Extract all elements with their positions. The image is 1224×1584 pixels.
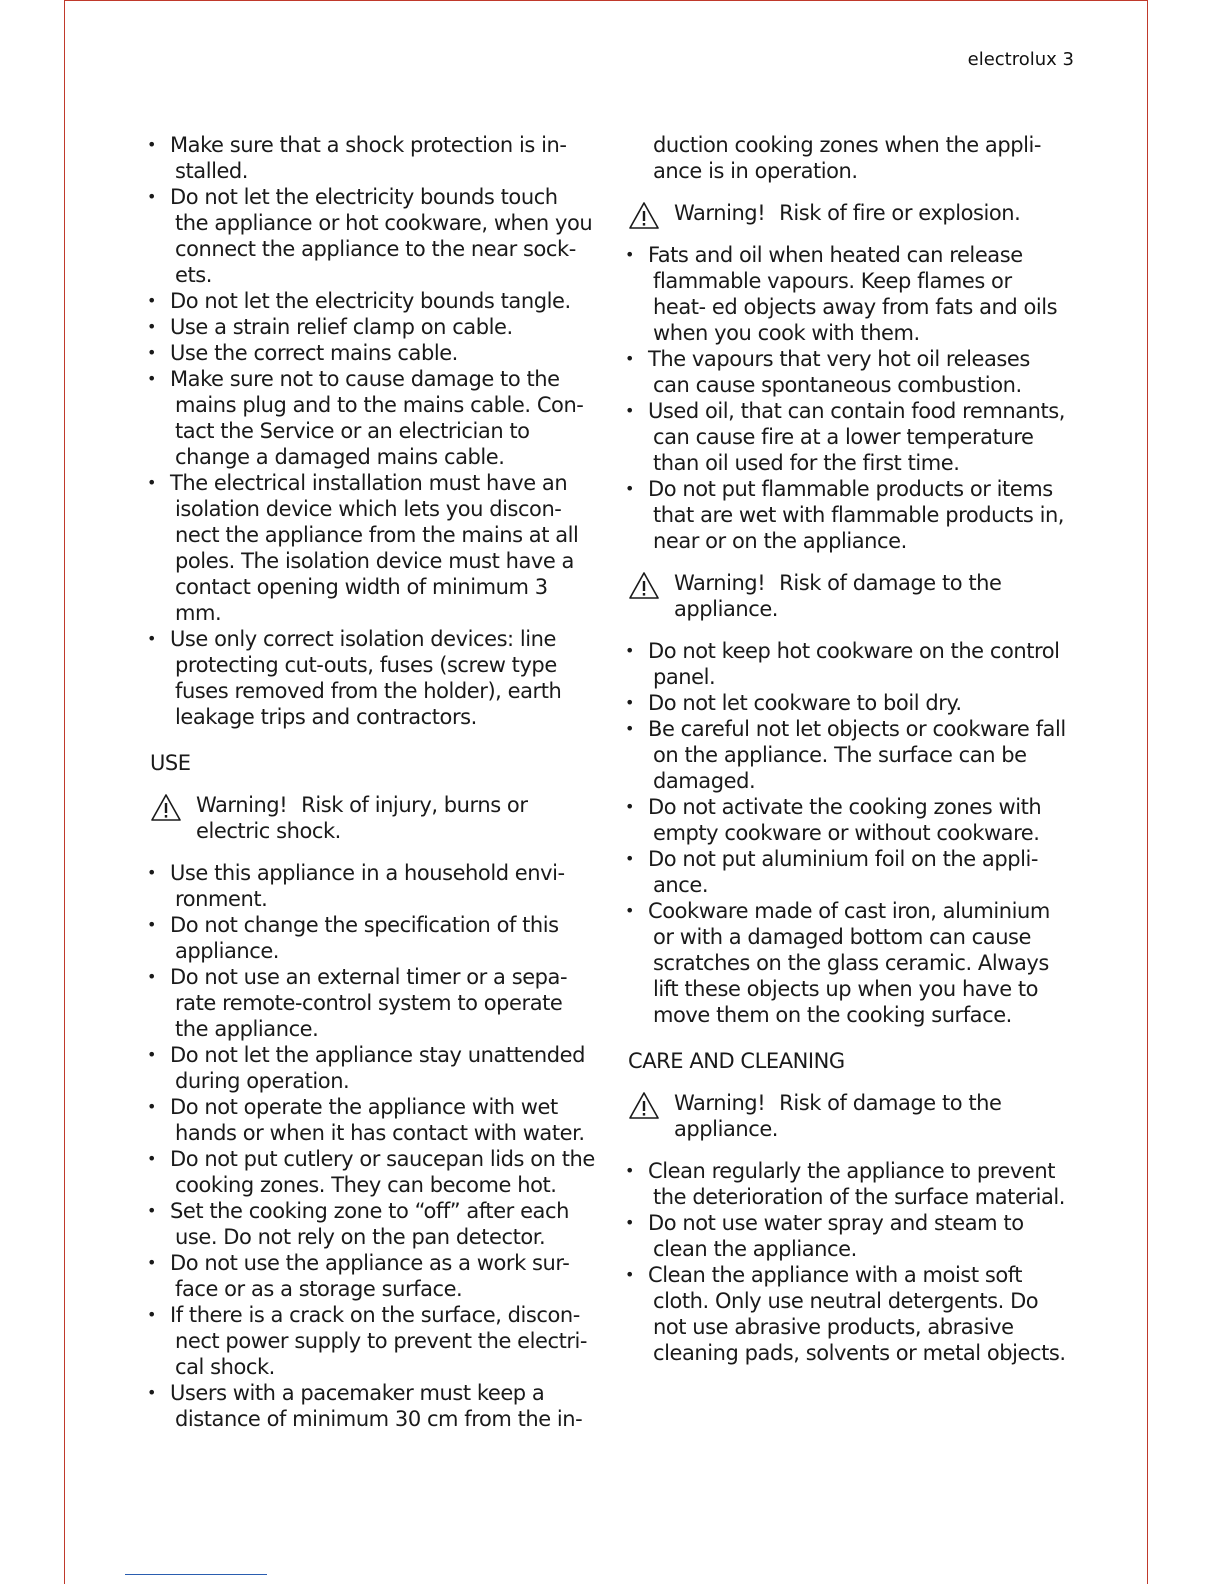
warning-triangle-icon: [150, 793, 182, 823]
fire-bullet-list: [628, 242, 1068, 554]
use-section-title: USE: [150, 751, 191, 775]
list-item: • Use a strain relief clamp on cable.: [150, 314, 595, 340]
list-item: • Set the cooking zone to “off” after each use. Do not rely on the pan detector.: [150, 1198, 595, 1250]
list-item: • Do not let cookware to boil dry.: [628, 690, 1068, 716]
continued-bullet-text: duction cooking zones when the appli- ance is in operation.: [653, 133, 1042, 183]
list-item: • Do not operate the appliance with wet hands or when it has contact with water.: [150, 1094, 595, 1146]
list-item: • Clean the appliance with a moist soft cloth. Only use neutral detergents. Do not use abrasive products, abrasive cleaning pads, solvents or metal objects.: [628, 1262, 1068, 1366]
list-item: • Use the correct mains cable.: [150, 340, 595, 366]
use-warning: [150, 792, 595, 844]
footnote-rule: [125, 1574, 267, 1575]
list-item: • Users with a pacemaker must keep a distance of minimum 30 cm from the in-: [150, 1380, 595, 1432]
list-item: • Do not keep hot cookware on the control panel.: [628, 638, 1068, 690]
right-column: [628, 132, 1068, 1366]
list-item: • Do not put cutlery or saucepan lids on the cooking zones. They can become hot.: [150, 1146, 595, 1198]
list-item: • Used oil, that can contain food remnants, can cause fire at a lower temperature than oil used for the first time.: [628, 398, 1068, 476]
electrical-bullet-list: [150, 132, 595, 730]
left-column: [150, 132, 595, 1432]
warning-text: Risk of injury, burns or electric shock.: [196, 793, 528, 843]
list-item: • Clean regularly the appliance to prevent the deterioration of the surface material.: [628, 1158, 1068, 1210]
warning-text: Risk of damage to the appliance.: [674, 571, 1002, 621]
list-item: • Make sure not to cause damage to the mains plug and to the mains cable. Con- tact the Service or an electrician to change a damaged mains cable.: [150, 366, 595, 470]
warning-label: Warning!: [674, 1091, 766, 1115]
warning-triangle-icon: [628, 571, 660, 601]
list-item: • Do not put aluminium foil on the appli- ance.: [628, 846, 1068, 898]
list-item: • Use only correct isolation devices: line protecting cut-outs, fuses (screw type fuses removed from the holder), earth leakage trips and contractors.: [150, 626, 595, 730]
list-item: • Do not put flammable products or items that are wet with flammable products in, near or on the appliance.: [628, 476, 1068, 554]
page-frame-top: [64, 0, 1148, 1]
list-item: • Do not use the appliance as a work sur- face or as a storage surface.: [150, 1250, 595, 1302]
warning-text: Risk of fire or explosion.: [779, 201, 1021, 225]
page-header: electrolux 3: [967, 49, 1074, 70]
fire-warning: [628, 200, 1068, 226]
warning-text: Risk of damage to the appliance.: [674, 1091, 1002, 1141]
list-item: • Fats and oil when heated can release flammable vapours. Keep flames or heat- ed objects away from fats and oils when you cook with them.: [628, 242, 1068, 346]
list-item: • Make sure that a shock protection is in- stalled.: [150, 132, 595, 184]
list-item: • Cookware made of cast iron, aluminium or with a damaged bottom can cause scratches on the glass ceramic. Always lift these objects up when you have to move them on the cooking surface.: [628, 898, 1068, 1028]
damage-warning: [628, 570, 1068, 622]
care-section-title: CARE AND CLEANING: [628, 1049, 845, 1073]
warning-triangle-icon: [628, 1091, 660, 1121]
list-item: • Do not change the specification of this appliance.: [150, 912, 595, 964]
list-item: • If there is a crack on the surface, discon- nect power supply to prevent the electri- cal shock.: [150, 1302, 595, 1380]
warning-label: Warning!: [196, 793, 288, 817]
list-item: • Do not let the electricity bounds tangle.: [150, 288, 595, 314]
list-item: • The vapours that very hot oil releases can cause spontaneous combustion.: [628, 346, 1068, 398]
damage-bullet-list: [628, 638, 1068, 1028]
list-item: • Do not let the appliance stay unattended during operation.: [150, 1042, 595, 1094]
list-item: • Be careful not let objects or cookware fall on the appliance. The surface can be damaged.: [628, 716, 1068, 794]
list-item: • Do not activate the cooking zones with empty cookware or without cookware.: [628, 794, 1068, 846]
warning-triangle-icon: [628, 201, 660, 231]
list-item: • The electrical installation must have an isolation device which lets you discon- nect the appliance from the mains at all poles. The isolation device must have a contact opening width of minimum 3 mm.: [150, 470, 595, 626]
list-item: • Do not use an external timer or a sepa- rate remote-control system to operate the appliance.: [150, 964, 595, 1042]
care-bullet-list: [628, 1158, 1068, 1366]
page-frame-right: [1147, 0, 1148, 1584]
list-item: • Do not let the electricity bounds touch the appliance or hot cookware, when you connect the appliance to the near sock- ets.: [150, 184, 595, 288]
warning-label: Warning!: [674, 571, 766, 595]
list-item: • Use this appliance in a household envi- ronment.: [150, 860, 595, 912]
use-bullet-list: [150, 860, 595, 1432]
warning-label: Warning!: [674, 201, 766, 225]
care-warning: [628, 1090, 1068, 1142]
page-frame-left: [64, 0, 65, 1584]
list-item: • Do not use water spray and steam to clean the appliance.: [628, 1210, 1068, 1262]
